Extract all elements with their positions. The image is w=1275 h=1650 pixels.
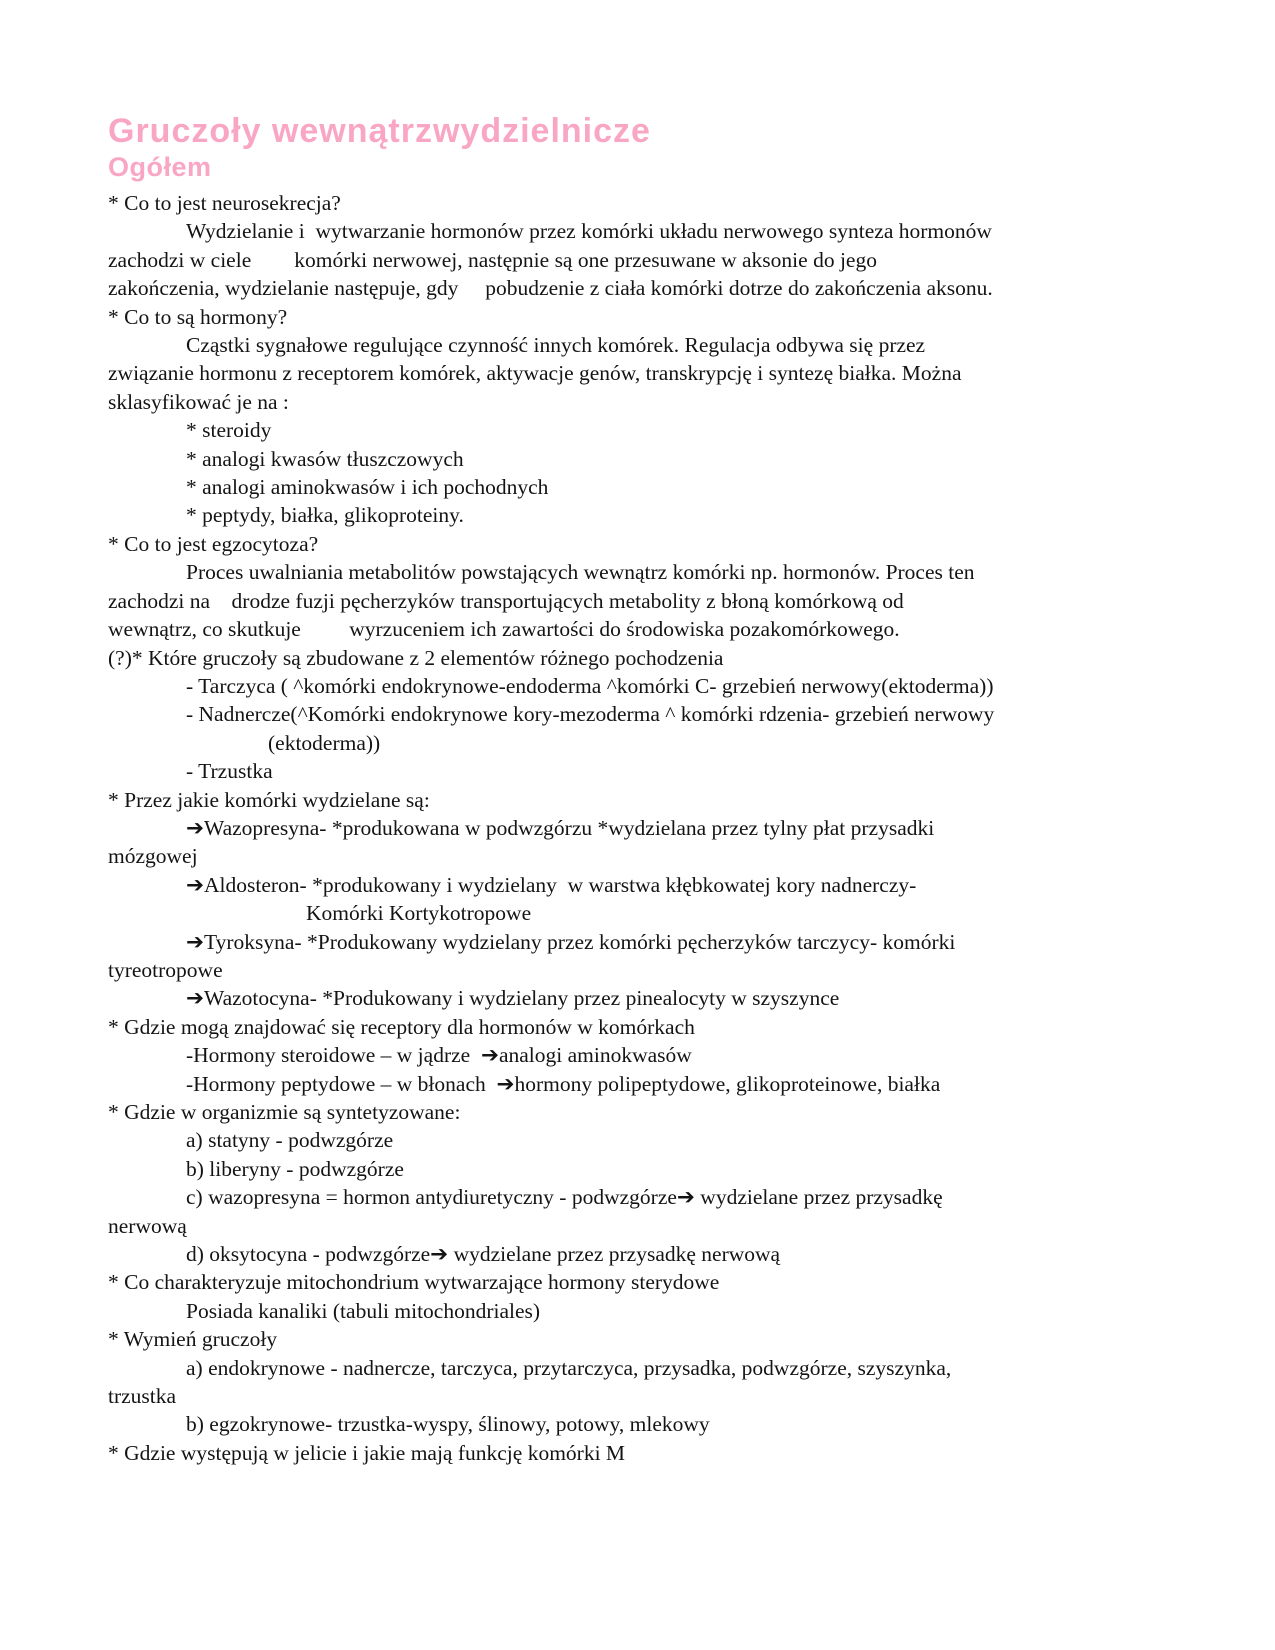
page-subtitle: Ogółem: [108, 152, 212, 182]
text-line: * Gdzie występują w jelicie i jakie mają funkcję komórki M: [108, 1440, 626, 1465]
text-line: Proces uwalniania metabolitów powstających wewnątrz komórki np. hormonów. Proces ten: [186, 560, 975, 585]
text-line: sklasyfikować je na :: [108, 389, 289, 414]
text-line: ➔Wazopresyna- *produkowana w podwzgórzu *wydzielana przez tylny płat przysadki: [186, 815, 935, 840]
text-line: * Co to jest egzocytoza?: [108, 531, 319, 556]
text-line: związanie hormonu z receptorem komórek, aktywacje genów, transkrypcję i syntezę białka. Można: [108, 361, 962, 386]
text-line: ➔Aldosteron- *produkowany i wydzielany w warstwa kłębkowatej kory nadnerczy-: [186, 872, 917, 897]
text-line: -Hormony peptydowe – w błonach ➔hormony polipeptydowe, glikoproteinowe, białka: [186, 1071, 941, 1096]
text-line: - Tarczyca ( ^komórki endokrynowe-endoderma ^komórki C- grzebień nerwowy(ektoderma)): [186, 673, 994, 698]
text-line: ➔Wazotocyna- *Produkowany i wydzielany przez pinealocyty w szyszynce: [186, 986, 840, 1011]
text-line: ➔Tyroksyna- *Produkowany wydzielany przez komórki pęcherzyków tarczycy- komórki: [186, 929, 956, 954]
text-line: * Co to jest neurosekrecja?: [108, 191, 341, 215]
text-line: -Hormony steroidowe – w jądrze ➔analogi aminokwasów: [186, 1043, 692, 1068]
text-line: zachodzi w ciele komórki nerwowej, następnie są one przesuwane w aksonie do jego: [108, 247, 877, 272]
text-line: (?)* Które gruczoły są zbudowane z 2 elementów różnego pochodzenia: [108, 645, 724, 670]
document-page: [108, 112, 1171, 1467]
text-line: a) endokrynowe - nadnercze, tarczyca, przytarczyca, przysadka, podwzgórze, szyszynka,: [186, 1355, 952, 1380]
text-line: * Gdzie mogą znajdować się receptory dla hormonów w komórkach: [108, 1014, 695, 1039]
text-line: a) statyny - podwzgórze: [186, 1128, 394, 1153]
text-line: Posiada kanaliki (tabuli mitochondriales): [186, 1298, 541, 1323]
text-line: (ektoderma)): [268, 730, 381, 755]
text-line: - Nadnercze(^Komórki endokrynowe kory-mezoderma ^ komórki rdzenia- grzebień nerwowy: [186, 702, 995, 727]
text-line: d) oksytocyna - podwzgórze➔ wydzielane przez przysadkę nerwową: [186, 1242, 781, 1267]
text-line: * analogi kwasów tłuszczowych: [186, 446, 464, 471]
text-line: trzustka: [108, 1384, 177, 1409]
text-line: zachodzi na drodze fuzji pęcherzyków transportujących metabolity z błoną komórkową od: [108, 588, 904, 613]
text-line: zakończenia, wydzielanie następuje, gdy pobudzenie z ciała komórki dotrze do zakończenia aksonu.: [108, 276, 993, 301]
text-line: mózgowej: [108, 844, 198, 869]
text-line: Komórki Kortykotropowe: [306, 901, 532, 926]
document-body: [108, 189, 1171, 1467]
text-line: * Przez jakie komórki wydzielane są:: [108, 787, 430, 812]
page-title: Gruczoły wewnątrzwydzielnicze: [108, 112, 651, 150]
text-line: * Gdzie w organizmie są syntetyzowane:: [108, 1100, 461, 1124]
text-line: tyreotropowe: [108, 957, 223, 982]
text-line: nerwową: [108, 1213, 187, 1238]
text-line: * peptydy, białka, glikoproteiny.: [186, 503, 464, 528]
text-line: Wydzielanie i wytwarzanie hormonów przez komórki układu nerwowego synteza hormonów: [186, 219, 992, 244]
text-line: - Trzustka: [186, 759, 273, 784]
text-line: * Wymień gruczoły: [108, 1327, 278, 1352]
text-line: b) egzokrynowe- trzustka-wyspy, ślinowy, potowy, mlekowy: [186, 1412, 710, 1437]
text-line: * analogi aminokwasów i ich pochodnych: [186, 475, 549, 500]
text-line: wewnątrz, co skutkuje wyrzuceniem ich zawartości do środowiska pozakomórkowego.: [108, 617, 900, 642]
text-line: * steroidy: [186, 418, 272, 443]
text-line: c) wazopresyna = hormon antydiuretyczny - podwzgórze➔ wydzielane przez przysadkę: [186, 1185, 943, 1210]
text-line: b) liberyny - podwzgórze: [186, 1156, 404, 1181]
text-line: Cząstki sygnałowe regulujące czynność innych komórek. Regulacja odbywa się przez: [186, 333, 926, 358]
text-line: * Co charakteryzuje mitochondrium wytwarzające hormony sterydowe: [108, 1270, 720, 1295]
text-line: * Co to są hormony?: [108, 304, 288, 329]
